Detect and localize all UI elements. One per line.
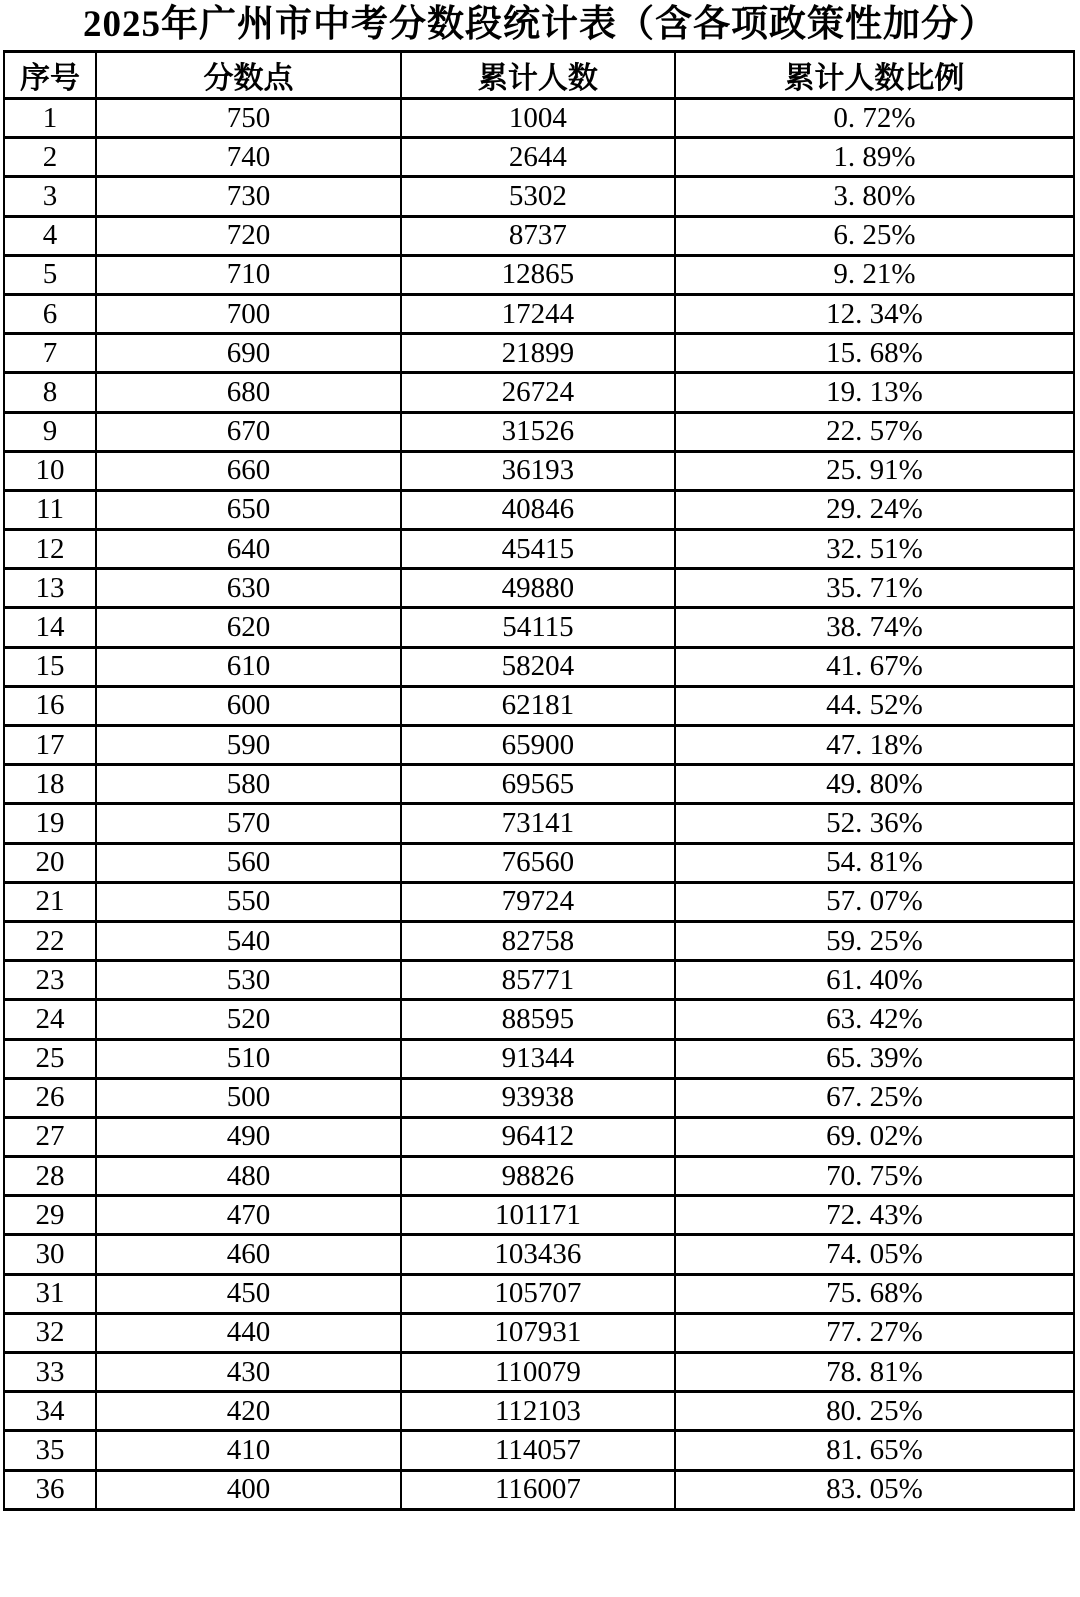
cell-index: 17 xyxy=(4,726,96,765)
cell-score-point: 430 xyxy=(96,1353,401,1392)
cell-cumulative-count: 93938 xyxy=(401,1078,675,1117)
cell-index: 4 xyxy=(4,216,96,255)
cell-cumulative-ratio: 32. 51% xyxy=(675,530,1074,569)
cell-cumulative-ratio: 74. 05% xyxy=(675,1235,1074,1274)
cell-cumulative-count: 69565 xyxy=(401,765,675,804)
table-row xyxy=(4,1313,1074,1352)
table-row xyxy=(4,726,1074,765)
table-row xyxy=(4,451,1074,490)
cell-cumulative-ratio: 75. 68% xyxy=(675,1274,1074,1313)
cell-score-point: 700 xyxy=(96,294,401,333)
cell-cumulative-count: 45415 xyxy=(401,530,675,569)
column-header-index: 序号 xyxy=(4,52,96,99)
table-row xyxy=(4,608,1074,647)
cell-score-point: 510 xyxy=(96,1039,401,1078)
cell-cumulative-ratio: 35. 71% xyxy=(675,569,1074,608)
cell-index: 28 xyxy=(4,1157,96,1196)
cell-cumulative-ratio: 57. 07% xyxy=(675,882,1074,921)
cell-score-point: 500 xyxy=(96,1078,401,1117)
table-row xyxy=(4,1039,1074,1078)
table-row xyxy=(4,490,1074,529)
cell-index: 2 xyxy=(4,138,96,177)
cell-cumulative-ratio: 6. 25% xyxy=(675,216,1074,255)
table-row xyxy=(4,1274,1074,1313)
table-row xyxy=(4,1157,1074,1196)
cell-index: 29 xyxy=(4,1196,96,1235)
cell-score-point: 400 xyxy=(96,1470,401,1509)
table-row xyxy=(4,216,1074,255)
cell-cumulative-ratio: 61. 40% xyxy=(675,961,1074,1000)
cell-score-point: 560 xyxy=(96,843,401,882)
table-row xyxy=(4,1078,1074,1117)
table-header xyxy=(4,52,1074,99)
table-row xyxy=(4,1353,1074,1392)
cell-cumulative-ratio: 67. 25% xyxy=(675,1078,1074,1117)
cell-cumulative-ratio: 12. 34% xyxy=(675,294,1074,333)
cell-cumulative-ratio: 9. 21% xyxy=(675,255,1074,294)
column-header-cumulative-count: 累计人数 xyxy=(401,52,675,99)
cell-score-point: 540 xyxy=(96,921,401,960)
cell-cumulative-ratio: 52. 36% xyxy=(675,804,1074,843)
cell-cumulative-count: 62181 xyxy=(401,686,675,725)
cell-cumulative-count: 26724 xyxy=(401,373,675,412)
table-row xyxy=(4,1117,1074,1156)
cell-score-point: 650 xyxy=(96,490,401,529)
cell-cumulative-ratio: 3. 80% xyxy=(675,177,1074,216)
cell-cumulative-count: 110079 xyxy=(401,1353,675,1392)
cell-index: 34 xyxy=(4,1392,96,1431)
page-title: 2025年广州市中考分数段统计表（含各项政策性加分） xyxy=(83,4,997,45)
cell-cumulative-ratio: 59. 25% xyxy=(675,921,1074,960)
cell-score-point: 440 xyxy=(96,1313,401,1352)
table-row xyxy=(4,1431,1074,1470)
table-row xyxy=(4,961,1074,1000)
cell-index: 16 xyxy=(4,686,96,725)
cell-score-point: 670 xyxy=(96,412,401,451)
cell-score-point: 490 xyxy=(96,1117,401,1156)
cell-score-point: 480 xyxy=(96,1157,401,1196)
cell-score-point: 600 xyxy=(96,686,401,725)
header-row xyxy=(4,52,1074,99)
column-header-score-point: 分数点 xyxy=(96,52,401,99)
table-row xyxy=(4,1196,1074,1235)
cell-index: 9 xyxy=(4,412,96,451)
cell-index: 6 xyxy=(4,294,96,333)
table-row xyxy=(4,334,1074,373)
cell-score-point: 660 xyxy=(96,451,401,490)
cell-index: 14 xyxy=(4,608,96,647)
cell-score-point: 570 xyxy=(96,804,401,843)
cell-cumulative-ratio: 54. 81% xyxy=(675,843,1074,882)
cell-cumulative-count: 116007 xyxy=(401,1470,675,1509)
cell-cumulative-ratio: 44. 52% xyxy=(675,686,1074,725)
table-row xyxy=(4,647,1074,686)
cell-score-point: 410 xyxy=(96,1431,401,1470)
cell-cumulative-ratio: 38. 74% xyxy=(675,608,1074,647)
table-row xyxy=(4,882,1074,921)
cell-cumulative-ratio: 81. 65% xyxy=(675,1431,1074,1470)
table-row xyxy=(4,686,1074,725)
cell-cumulative-count: 98826 xyxy=(401,1157,675,1196)
cell-cumulative-ratio: 1. 89% xyxy=(675,138,1074,177)
cell-index: 26 xyxy=(4,1078,96,1117)
cell-cumulative-count: 91344 xyxy=(401,1039,675,1078)
cell-cumulative-count: 40846 xyxy=(401,490,675,529)
cell-score-point: 420 xyxy=(96,1392,401,1431)
table-row xyxy=(4,1235,1074,1274)
cell-score-point: 680 xyxy=(96,373,401,412)
table-row xyxy=(4,804,1074,843)
cell-index: 1 xyxy=(4,99,96,138)
cell-cumulative-ratio: 69. 02% xyxy=(675,1117,1074,1156)
cell-index: 25 xyxy=(4,1039,96,1078)
cell-score-point: 730 xyxy=(96,177,401,216)
cell-score-point: 550 xyxy=(96,882,401,921)
cell-cumulative-count: 73141 xyxy=(401,804,675,843)
cell-cumulative-count: 103436 xyxy=(401,1235,675,1274)
cell-cumulative-count: 54115 xyxy=(401,608,675,647)
cell-cumulative-ratio: 78. 81% xyxy=(675,1353,1074,1392)
cell-cumulative-ratio: 72. 43% xyxy=(675,1196,1074,1235)
cell-cumulative-count: 49880 xyxy=(401,569,675,608)
cell-index: 24 xyxy=(4,1000,96,1039)
table-row xyxy=(4,412,1074,451)
table-row xyxy=(4,921,1074,960)
table-row xyxy=(4,294,1074,333)
cell-cumulative-count: 79724 xyxy=(401,882,675,921)
cell-index: 7 xyxy=(4,334,96,373)
cell-cumulative-count: 31526 xyxy=(401,412,675,451)
cell-index: 21 xyxy=(4,882,96,921)
cell-cumulative-count: 105707 xyxy=(401,1274,675,1313)
cell-cumulative-count: 114057 xyxy=(401,1431,675,1470)
cell-cumulative-ratio: 29. 24% xyxy=(675,490,1074,529)
cell-cumulative-count: 96412 xyxy=(401,1117,675,1156)
cell-score-point: 710 xyxy=(96,255,401,294)
cell-cumulative-count: 12865 xyxy=(401,255,675,294)
cell-index: 35 xyxy=(4,1431,96,1470)
cell-score-point: 450 xyxy=(96,1274,401,1313)
cell-score-point: 630 xyxy=(96,569,401,608)
table-row xyxy=(4,177,1074,216)
cell-cumulative-ratio: 15. 68% xyxy=(675,334,1074,373)
cell-score-point: 620 xyxy=(96,608,401,647)
cell-score-point: 530 xyxy=(96,961,401,1000)
cell-cumulative-count: 85771 xyxy=(401,961,675,1000)
cell-index: 10 xyxy=(4,451,96,490)
cell-cumulative-count: 58204 xyxy=(401,647,675,686)
score-distribution-table xyxy=(3,50,1075,1511)
cell-cumulative-count: 8737 xyxy=(401,216,675,255)
cell-cumulative-count: 82758 xyxy=(401,921,675,960)
cell-cumulative-count: 1004 xyxy=(401,99,675,138)
cell-cumulative-count: 21899 xyxy=(401,334,675,373)
cell-score-point: 750 xyxy=(96,99,401,138)
table-row xyxy=(4,373,1074,412)
cell-cumulative-count: 101171 xyxy=(401,1196,675,1235)
cell-index: 22 xyxy=(4,921,96,960)
cell-index: 19 xyxy=(4,804,96,843)
cell-index: 15 xyxy=(4,647,96,686)
cell-index: 23 xyxy=(4,961,96,1000)
cell-cumulative-ratio: 80. 25% xyxy=(675,1392,1074,1431)
table-row xyxy=(4,569,1074,608)
cell-cumulative-ratio: 77. 27% xyxy=(675,1313,1074,1352)
cell-index: 32 xyxy=(4,1313,96,1352)
cell-cumulative-count: 76560 xyxy=(401,843,675,882)
cell-cumulative-count: 36193 xyxy=(401,451,675,490)
cell-index: 5 xyxy=(4,255,96,294)
cell-cumulative-ratio: 83. 05% xyxy=(675,1470,1074,1509)
cell-cumulative-ratio: 63. 42% xyxy=(675,1000,1074,1039)
cell-index: 20 xyxy=(4,843,96,882)
cell-index: 18 xyxy=(4,765,96,804)
cell-score-point: 610 xyxy=(96,647,401,686)
cell-score-point: 590 xyxy=(96,726,401,765)
cell-index: 33 xyxy=(4,1353,96,1392)
cell-index: 3 xyxy=(4,177,96,216)
cell-score-point: 520 xyxy=(96,1000,401,1039)
cell-cumulative-ratio: 0. 72% xyxy=(675,99,1074,138)
cell-cumulative-ratio: 22. 57% xyxy=(675,412,1074,451)
cell-cumulative-count: 2644 xyxy=(401,138,675,177)
cell-index: 27 xyxy=(4,1117,96,1156)
cell-cumulative-count: 17244 xyxy=(401,294,675,333)
cell-score-point: 720 xyxy=(96,216,401,255)
table-row xyxy=(4,765,1074,804)
cell-score-point: 690 xyxy=(96,334,401,373)
cell-score-point: 580 xyxy=(96,765,401,804)
cell-cumulative-count: 65900 xyxy=(401,726,675,765)
table-row xyxy=(4,1392,1074,1431)
cell-score-point: 640 xyxy=(96,530,401,569)
cell-index: 12 xyxy=(4,530,96,569)
cell-cumulative-count: 5302 xyxy=(401,177,675,216)
cell-cumulative-ratio: 65. 39% xyxy=(675,1039,1074,1078)
table-row xyxy=(4,1470,1074,1509)
table-row xyxy=(4,138,1074,177)
cell-score-point: 740 xyxy=(96,138,401,177)
cell-index: 36 xyxy=(4,1470,96,1509)
cell-cumulative-ratio: 19. 13% xyxy=(675,373,1074,412)
cell-score-point: 470 xyxy=(96,1196,401,1235)
cell-index: 31 xyxy=(4,1274,96,1313)
table-row xyxy=(4,530,1074,569)
column-header-cumulative-ratio: 累计人数比例 xyxy=(675,52,1074,99)
cell-cumulative-ratio: 47. 18% xyxy=(675,726,1074,765)
table-body xyxy=(4,99,1074,1510)
cell-cumulative-ratio: 49. 80% xyxy=(675,765,1074,804)
cell-index: 11 xyxy=(4,490,96,529)
table-row xyxy=(4,843,1074,882)
cell-index: 8 xyxy=(4,373,96,412)
cell-cumulative-ratio: 25. 91% xyxy=(675,451,1074,490)
cell-cumulative-count: 112103 xyxy=(401,1392,675,1431)
table-row xyxy=(4,255,1074,294)
cell-index: 30 xyxy=(4,1235,96,1274)
cell-index: 13 xyxy=(4,569,96,608)
cell-score-point: 460 xyxy=(96,1235,401,1274)
cell-cumulative-ratio: 41. 67% xyxy=(675,647,1074,686)
table-row xyxy=(4,1000,1074,1039)
cell-cumulative-count: 107931 xyxy=(401,1313,675,1352)
cell-cumulative-ratio: 70. 75% xyxy=(675,1157,1074,1196)
table-row xyxy=(4,99,1074,138)
cell-cumulative-count: 88595 xyxy=(401,1000,675,1039)
